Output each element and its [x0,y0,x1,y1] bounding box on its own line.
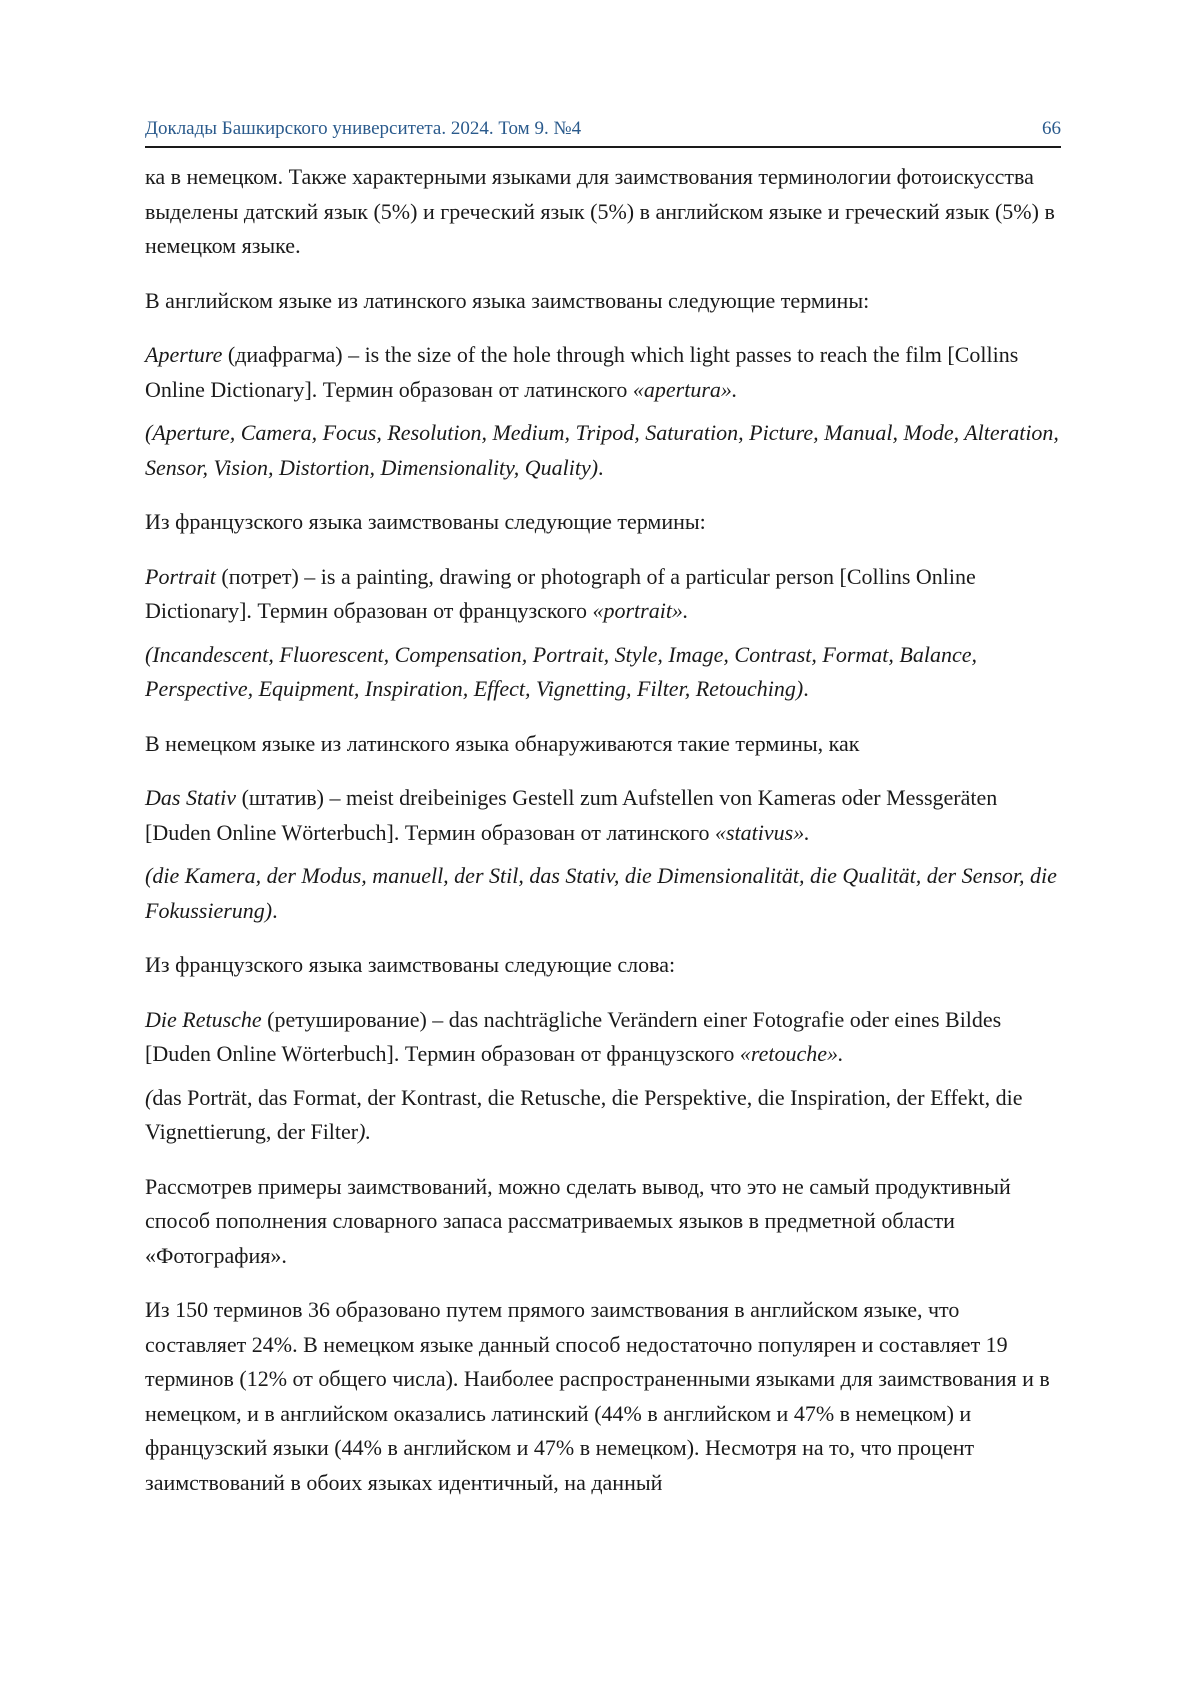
paragraph-5 [145,505,1061,540]
paragraph-14 [145,1170,1061,1274]
list-end: . [803,676,809,701]
term: Portrait [145,563,216,589]
etymology-source: «portrait». [592,598,689,623]
term-list-english-french [145,638,1061,707]
term: Das Stativ [145,785,237,810]
term-list: (Aperture, Camera, Focus, Resolution, Medium, Tripod, Saturation, Picture, Manual, Mode, Alteration, Sensor, Vision, Distortion, Dimensionality, Quality) [145,420,1059,480]
paragraph-15 [145,1293,1061,1500]
list-open: ( [145,1084,153,1110]
list-end: . [272,897,278,923]
journal-title: Доклады Башкирского университета. 2024. Том 9. №4 [145,118,582,139]
paragraph-1 [145,160,1061,264]
list-end: . [598,454,604,480]
paragraph-text: Из 150 терминов 36 образовано путем прямого заимствования в английском языке, что составляет 24%. В немецком языке данный способ недостаточно популярен и составляет 19 терминов (12% от общего числа). Наиболее распространенными языками для заимствования и в немецком, и в английском оказались латинский (44% в английском и 47% в немецком) и французский языки (44% в английском и 47% в немецком). Несмотря на то, что процент заимствований в обоих языках идентичный, на данный [145,1297,1050,1495]
paragraph-2 [145,284,1061,319]
running-header [145,116,1061,148]
paragraph-text: Рассмотрев примеры заимствований, можно сделать вывод, что это не самый продуктивный способ пополнения словарного запаса рассматриваемых языков в предметной области «Фотография». [145,1173,1011,1268]
paragraph-text: Из французского языка заимствованы следующие слова: [145,952,676,977]
term: Aperture [145,342,223,367]
paragraph-11 [145,948,1061,983]
definition: (потрет) – is a painting, drawing or photograph of a particular person [Collins Online Dictionary]. Термин образован от французского [145,563,976,623]
term-list: (Incandescent, Fluorescent, Compensation, Portrait, Style, Image, Contrast, Format, Balance, Perspective, Equipment, Inspiration, Effect, Vignetting, Filter, Retouching) [145,641,977,701]
definition: (ретуширование) – das nachträgliche Verändern einer Fotografie oder eines Bildes [Duden Online Wörterbuch]. Термин образован от французского [145,1006,1002,1066]
term-list-english-latin [145,416,1061,485]
etymology-source: «apertura». [632,376,738,402]
term-definition-retusche [145,1003,1061,1072]
term: Die Retusche [145,1006,262,1032]
term-list-german-latin [145,859,1061,928]
etymology-source: «stativus». [714,819,810,845]
term-list-german-french [145,1081,1061,1150]
term-definition-aperture [145,338,1061,407]
definition: (штатив) – meist dreibeiniges Gestell zum Aufstellen von Kameras oder Messgeräten [Duden Online Wörterbuch]. Термин образован от латинского [145,785,998,845]
paragraph-text: ка в немецком. Также характерными языками для заимствования терминологии фотоискусства выделены датский язык (5%) и греческий язык (5%) в английском языке и греческий язык (5%) в немецком языке. [145,164,1055,258]
term-list: das Porträt, das Format, der Kontrast, die Retusche, die Perspektive, die Inspiration, der Effekt, die Vignettierung, der Filter [145,1084,1023,1144]
term-definition-stativ [145,781,1061,850]
paragraph-text: В немецком языке из латинского языка обнаруживаются такие термины, как [145,730,860,756]
page-number: 66 [1042,118,1061,139]
term-list: (die Kamera, der Modus, manuell, der Stil, das Stativ, die Dimensionalität, die Qualität, der Sensor, die Fokussierung) [145,863,1057,923]
paragraph-text: В английском языке из латинского языка заимствованы следующие термины: [145,287,870,313]
list-close: ). [358,1119,371,1144]
paragraph-text: Из французского языка заимствованы следующие термины: [145,509,706,534]
term-definition-portrait [145,560,1061,629]
etymology-source: «retouche». [739,1041,844,1066]
definition: (диафрагма) – is the size of the hole through which light passes to reach the film [Collins Online Dictionary]. Термин образован от латинского [145,342,1019,402]
article-body [145,160,1061,1520]
paragraph-8 [145,727,1061,762]
